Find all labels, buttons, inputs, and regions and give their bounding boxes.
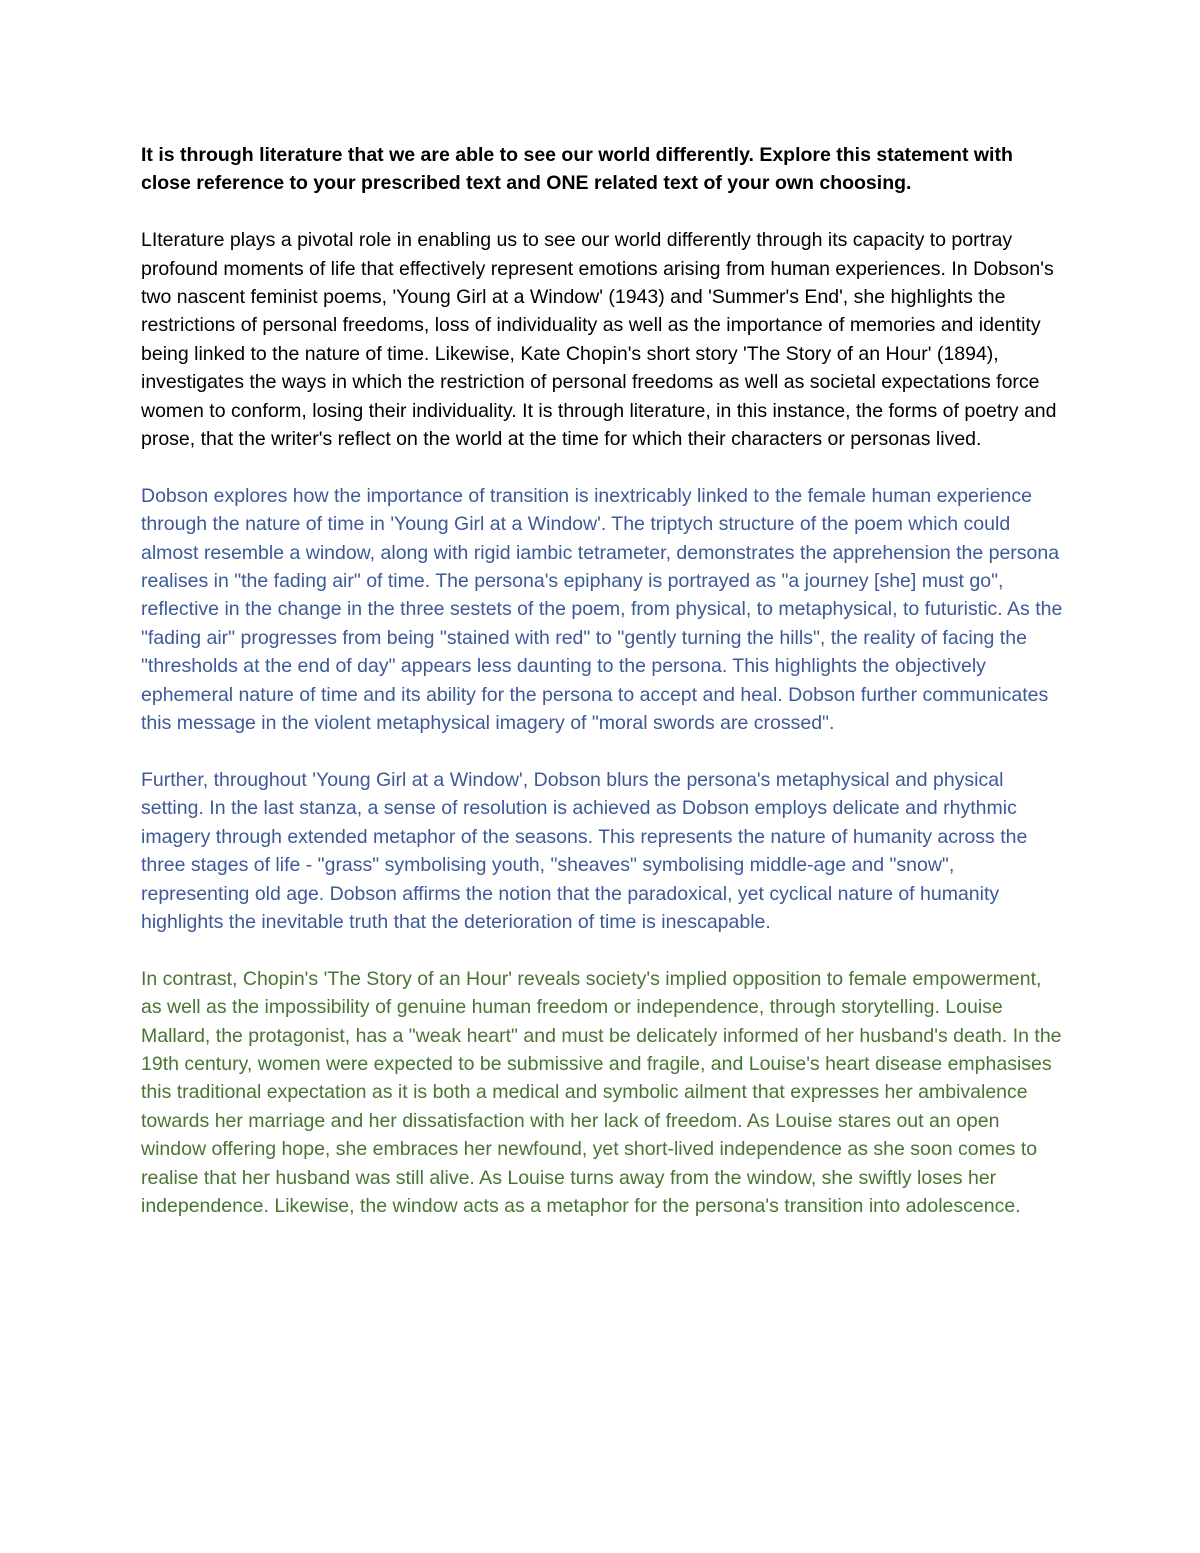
dobson-transition-paragraph: Dobson explores how the importance of transition is inextricably linked to the female human experience through the nature of time in 'Young Girl at a Window'. The triptych structure of the poem which could almost resemble a window, along with rigid iambic tetrameter, demonstrates the apprehension the persona realises in "the fading air" of time. The persona's epiphany is portrayed as "a journey [she] must go", reflective in the change in the three sestets of the poem, from physical, to metaphysical, to futuristic. As the "fading air" progresses from being "stained with red" to "gently turning the hills", the reality of facing the "thresholds at the end of day" appears less daunting to the persona. This highlights the objectively ephemeral nature of time and its ability for the persona to accept and heal. Dobson further communicates this message in the violent metaphysical imagery of "moral swords are crossed". xyxy=(141,484,1063,735)
introduction-paragraph: LIterature plays a pivotal role in enabling us to see our world differently through its capacity to portray profound moments of life that effectively represent emotions arising from human experiences. In Dobson's two nascent feminist poems, 'Young Girl at a Window' (1943) and 'Summer's End', she highlights the restrictions of personal freedoms, loss of individuality as well as the importance of memories and identity being linked to the nature of time. Likewise, Kate Chopin's short story 'The Story of an Hour' (1894), investigates the ways in which the restriction of personal freedoms as well as societal expectations force women to conform, losing their individuality. It is through literature, in this instance, the forms of poetry and prose, that the writer's reflect on the world at the time for which their characters or personas lived. xyxy=(141,229,1057,451)
document-body xyxy=(141,141,1063,1220)
essay-prompt: It is through literature that we are able to see our world differently. Explore this statement with close reference to your prescribed text and ONE related text of your own choosing. xyxy=(141,144,1013,195)
chopin-contrast-paragraph: In contrast, Chopin's 'The Story of an Hour' reveals society's implied opposition to female empowerment, as well as the impossibility of genuine human freedom or independence, through storytelling. Louise Mallard, the protagonist, has a "weak heart" and must be delicately informed of her husband's death. In the 19th century, women were expected to be submissive and fragile, and Louise's heart disease emphasises this traditional expectation as it is both a medical and symbolic ailment that expresses her ambivalence towards her marriage and her dissatisfaction with her lack of freedom. As Louise stares out an open window offering hope, she embraces her newfound, yet short-lived independence as she soon comes to realise that her husband was still alive. As Louise turns away from the window, she swiftly loses her independence. Likewise, the window acts as a metaphor for the persona's transition into adolescence. xyxy=(141,967,1062,1217)
dobson-setting-paragraph: Further, throughout 'Young Girl at a Window', Dobson blurs the persona's metaphysical and physical setting. In the last stanza, a sense of resolution is achieved as Dobson employs delicate and rhythmic imagery through extended metaphor of the seasons. This represents the nature of humanity across the three stages of life - "grass" symbolising youth, "sheaves" symbolising middle-age and "snow", representing old age. Dobson affirms the notion that the paradoxical, yet cyclical nature of humanity highlights the inevitable truth that the deterioration of time is inescapable. xyxy=(141,768,1028,933)
